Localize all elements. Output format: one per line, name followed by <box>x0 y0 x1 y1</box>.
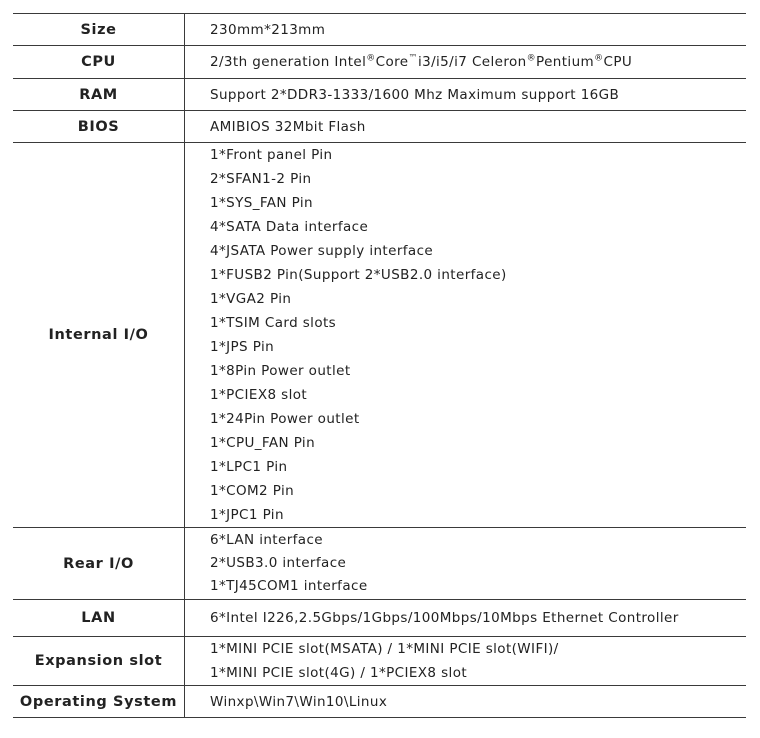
spec-value-line: Support 2*DDR3-1333/1600 Mhz Maximum support 16GB <box>210 86 620 103</box>
spec-value-line: 1*LPC1 Pin <box>210 459 288 475</box>
spec-value-line: 1*Front panel Pin <box>210 147 333 163</box>
cpu-core: Core <box>375 54 409 70</box>
spec-row-ram <box>13 79 746 111</box>
registered-mark: ® <box>526 53 537 64</box>
spec-value-line: 2*SFAN1-2 Pin <box>210 171 312 187</box>
spec-value-line: 6*Intel I226,2.5Gbps/1Gbps/100Mbps/10Mbps Ethernet Controller <box>210 610 679 626</box>
spec-value-line: 1*SYS_FAN Pin <box>210 195 313 211</box>
registered-mark: ® <box>594 53 604 64</box>
cpu-pre: 2/3th generation Intel <box>210 54 367 70</box>
spec-label: BIOS <box>13 111 185 143</box>
cpu-pentium: Pentium <box>536 54 595 70</box>
spec-value <box>185 686 747 718</box>
spec-value-line: 4*JSATA Power supply interface <box>210 243 434 259</box>
spec-value-line: 4*SATA Data interface <box>210 219 369 235</box>
spec-value-line: 1*TSIM Card slots <box>210 315 337 331</box>
spec-value-line: 1*JPS Pin <box>210 339 275 355</box>
spec-value <box>185 143 747 528</box>
spec-row-rear-io <box>13 528 746 600</box>
spec-value <box>185 79 747 111</box>
spec-value <box>185 528 747 600</box>
spec-label: RAM <box>13 79 185 111</box>
trademark-mark: ™ <box>408 53 418 64</box>
spec-table <box>13 13 746 718</box>
spec-value-line: 1*TJ45COM1 interface <box>210 578 368 594</box>
spec-label: LAN <box>13 600 185 637</box>
spec-value-line: 1*MINI PCIE slot(MSATA) / 1*MINI PCIE slot(WIFI)/ <box>210 641 559 657</box>
spec-value-line: 1*PCIEX8 slot <box>210 387 308 403</box>
spec-row-operating-system <box>13 686 746 718</box>
spec-label: Operating System <box>13 686 185 718</box>
spec-value-line: 1*COM2 Pin <box>210 483 295 499</box>
spec-value-line: 1*VGA2 Pin <box>210 291 292 307</box>
spec-value-line: Winxp\Win7\Win10\Linux <box>210 693 388 710</box>
spec-value-line: 1*CPU_FAN Pin <box>210 435 316 451</box>
spec-row-internal-io <box>13 143 746 528</box>
spec-value-line: AMIBIOS 32Mbit Flash <box>210 118 366 135</box>
spec-row-expansion-slot <box>13 637 746 686</box>
spec-value <box>185 111 747 143</box>
spec-label: Rear I/O <box>13 528 185 600</box>
spec-value <box>185 600 747 637</box>
spec-row-lan <box>13 600 746 637</box>
spec-value-line: 1*8Pin Power outlet <box>210 363 351 379</box>
spec-label: Internal I/O <box>13 143 185 528</box>
cpu-post: CPU <box>603 54 633 70</box>
spec-label: Size <box>13 14 185 46</box>
spec-label: CPU <box>13 46 185 79</box>
spec-row-size <box>13 14 746 46</box>
spec-row-bios <box>13 111 746 143</box>
spec-row-cpu <box>13 46 746 79</box>
spec-value-line: 1*24Pin Power outlet <box>210 411 360 427</box>
spec-value-line: 230mm*213mm <box>210 21 326 38</box>
spec-value-line: 1*JPC1 Pin <box>210 507 284 523</box>
spec-value <box>185 14 747 46</box>
spec-value <box>185 637 747 686</box>
registered-mark: ® <box>366 53 376 64</box>
spec-value-line: 1*FUSB2 Pin(Support 2*USB2.0 interface) <box>210 267 507 283</box>
spec-value <box>185 46 747 79</box>
spec-value-line: 1*MINI PCIE slot(4G) / 1*PCIEX8 slot <box>210 665 468 681</box>
spec-label: Expansion slot <box>13 637 185 686</box>
cpu-mid: i3/i5/i7 Celeron <box>417 54 527 70</box>
spec-value-line: 6*LAN interface <box>210 532 324 548</box>
spec-value-line: 2*USB3.0 interface <box>210 555 347 571</box>
